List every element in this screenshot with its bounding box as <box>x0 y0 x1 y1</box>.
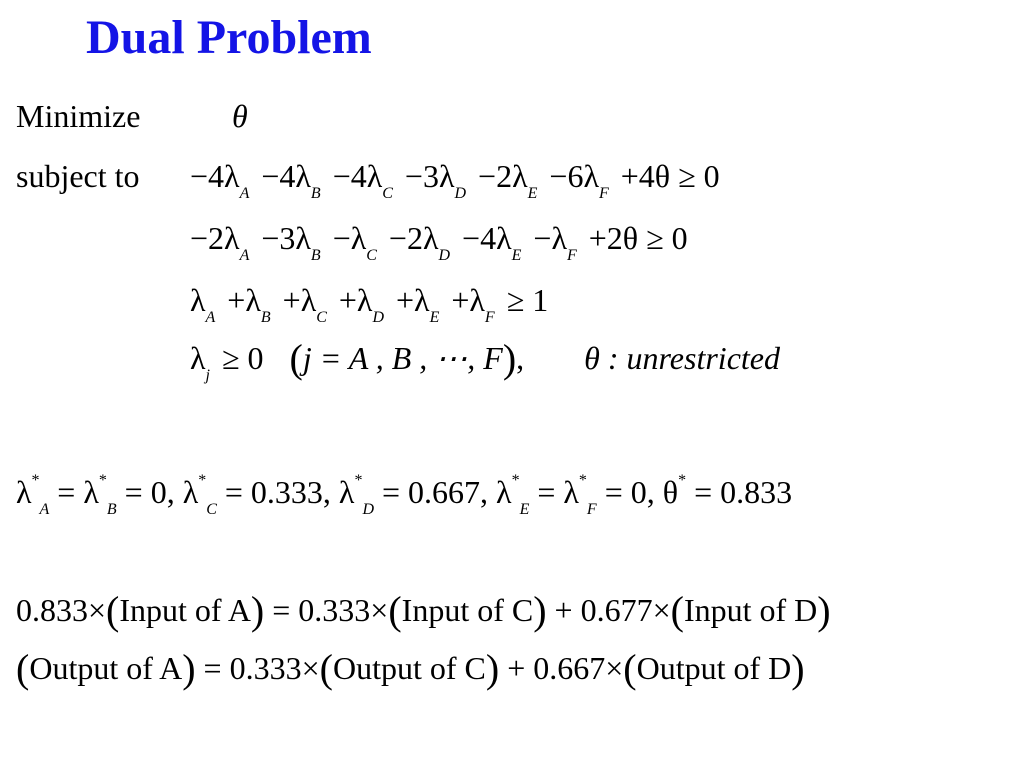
page-title: Dual Problem <box>86 11 372 64</box>
subject-to-label: subject to <box>16 158 140 194</box>
optimal-solution: $\lambda^*_A = \lambda^*_B = 0$, $\lambda^*_C = 0.333$, $\lambda^*_D = 0.667$, $\lambda^*_E = \lambda^*_F = 0$, θ* = 0.833 <box>16 472 793 519</box>
output-equation: (Output of A) = 0.333×(Output of C) + 0.667×(Output of D) <box>16 646 805 691</box>
objective-theta: θ <box>232 98 248 134</box>
minimize-label: Minimize <box>16 98 141 134</box>
input-equation: 0.833×(Input of A) = 0.333×(Input of C) + 0.677×(Input of D) <box>16 588 831 633</box>
constraint-1: $-4\lambda_A -4\lambda_B -4\lambda_C -3\lambda_D -2\lambda_E -6\lambda_F +4\theta \ge 0$ <box>190 158 720 203</box>
theta-unrestricted: θ : unrestricted <box>584 340 780 376</box>
index-range: j = A , B , ⋯, F <box>302 340 503 376</box>
constraint-3: $\lambda_A +\lambda_B +\lambda_C +\lambda_D +\lambda_E +\lambda_F \ge 1$ <box>190 282 549 327</box>
constraint-2: $-2\lambda_A -3\lambda_B -\lambda_C -2\lambda_D -4\lambda_E -\lambda_F +2\theta \ge 0$ <box>190 220 688 265</box>
constraint-4: $\lambda_j \ge 0$ (j = A , B , ⋯, F), θ : unrestricted <box>190 336 780 385</box>
objective-expression <box>232 100 248 132</box>
